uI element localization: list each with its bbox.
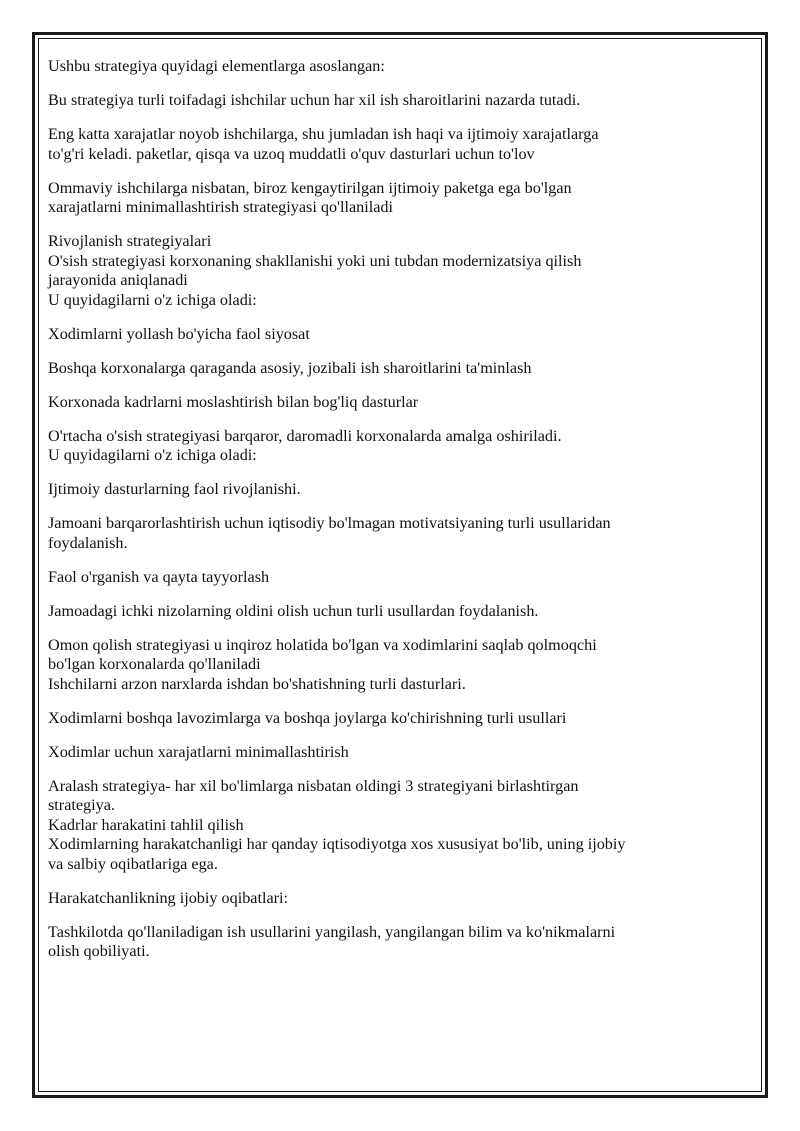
paragraph-8: Korxonada kadrlarni moslashtirish bilan bog'liq dasturlar [48,392,419,411]
paragraph-2: Bu strategiya turli toifadagi ishchilar uchun har xil ish sharoitlarini nazarda tutadi. [48,91,581,109]
paragraph-19: Tashkilotda qo'llaniladigan ish usullarini yangilash, yangilangan bilim va ko'nikmalarni olish qobiliyati. [48,922,616,960]
paragraph-18: Harakatchanlikning ijobiy oqibatlari: [48,888,289,907]
paragraph-9: O'rtacha o'sish strategiyasi barqaror, daromadli korxonalarda amalga oshiriladi. U quyidagilarni o'z ichiga oladi: [48,426,562,464]
paragraph-16: Xodimlar uchun xarajatlarni minimallashtirish [48,742,349,761]
paragraph-11: Jamoani barqarorlashtirish uchun iqtisodiy bo'lmagan motivatsiyaning turli usullaridan foydalanish. [48,514,611,552]
paragraph-10: Ijtimoiy dasturlarning faol rivojlanishi. [48,480,301,498]
paragraph-6: Xodimlarni yollash bo'yicha faol siyosat [48,324,310,343]
document-body [48,57,738,976]
paragraph-17: Aralash strategiya- har xil bo'limlarga nisbatan oldingi 3 strategiyani birlashtirgan strategiya. Kadrlar harakatini tahlil qilish Xodimlarning harakatchanligi har qanday iqtisodiyotga xos xususiyat bo'lib, uning ijobiy va salbiy oqibatlariga ega. [48,776,626,873]
paragraph-12: Faol o'rganish va qayta tayyorlash [48,567,270,586]
paragraph-5: Rivojlanish strategiyalari O'sish strategiyasi korxonaning shakllanishi yoki uni tubdan modernizatsiya qilish jarayonida aniqlanadi U quyidagilarni o'z ichiga oladi: [48,232,582,309]
paragraph-15: Xodimlarni boshqa lavozimlarga va boshqa joylarga ko'chirishning turli usullari [48,708,567,727]
paragraph-13: Jamoadagi ichki nizolarning oldini olish uchun turli usullardan foydalanish. [48,601,539,620]
paragraph-3: Eng katta xarajatlar noyob ishchilarga, shu jumladan ish haqi va ijtimoiy xarajatlarga to'g'ri keladi. paketlar, qisqa va uzoq muddatli o'quv dasturlari uchun to'lov [48,125,599,163]
paragraph-7: Boshqa korxonalarga qaraganda asosiy, jozibali ish sharoitlarini ta'minlash [48,358,532,377]
paragraph-1: Ushbu strategiya quyidagi elementlarga asoslangan: [48,57,385,75]
paragraph-4: Ommaviy ishchilarga nisbatan, biroz kengaytirilgan ijtimoiy paketga ega bo'lgan xarajatlarni minimallashtirish strategiyasi qo'llaniladi [48,178,572,216]
paragraph-14: Omon qolish strategiyasi u inqiroz holatida bo'lgan va xodimlarini saqlab qolmoqchi bo'lgan korxonalarda qo'llaniladi Ishchilarni arzon narxlarda ishdan bo'shatishning turli dasturlari. [48,635,597,693]
